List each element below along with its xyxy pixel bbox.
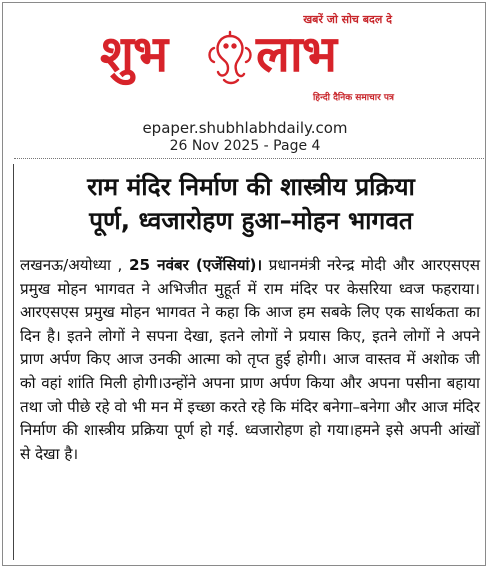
dateline-date: 25 नवंबर (एजेंसियां)। <box>128 256 263 274</box>
article-body <box>20 254 480 466</box>
masthead-subtitle: हिन्दी दैनिक समाचार पत्र <box>312 93 394 103</box>
logo-word-shubh: शुभ <box>100 25 168 83</box>
source-url: epaper.shubhlabhdaily.com <box>142 119 348 137</box>
article-headline <box>20 170 482 238</box>
headline-line-2: पूर्ण, ध्वजारोहण हुआ–मोहन भागवत <box>89 206 413 235</box>
article-body-text: प्रधानमंत्री नरेन्द्र मोदी और आरएसएस प्रमुख मोहन भागवत ने अभिजीत मुहूर्त में राम मंदिर पर केसरिया ध्वज फहराया। आरएसएस प्रमुख मोहन भागवत ने कहा कि आज हम सबके लिए एक सार्थकता का दिन है। इतने लोगों ने सपना देखा, इतने लोगों ने प्रयास किए, इतने लोगों ने अपने प्राण अर्पण किए आज उनकी आत्मा को तृप्त हुई होगी। आज वास्तव में अशोक जी को वहां शांति मिली होगी।उन्होंने अपना प्राण अर्पण किया और अपना पसीना बहाया तथा जो पीछे रहे वो भी मन में इच्छा करते रहे कि मंदिर बनेगा–बनेगा और आज मंदिर निर्माण की शास्त्रीय प्रक्रिया पूर्ण हो गई. ध्वजारोहण हो गया।हमने इसे अपनी आंखों से देखा है। <box>20 256 480 463</box>
logo-word-laabh: लाभ <box>256 25 336 83</box>
source-date-page: 26 Nov 2025 - Page 4 <box>169 138 321 154</box>
ganesha-logo-icon <box>206 30 254 88</box>
newspaper-masthead <box>96 10 396 110</box>
headline-line-1: राम मंदिर निर्माण की शास्त्रीय प्रक्रिया <box>87 172 415 201</box>
dateline-place: लखनऊ/अयोध्या , <box>20 256 129 274</box>
clipping-top-edge <box>14 158 484 165</box>
masthead-tagline: खबरें जो सोच बदल दे <box>303 13 392 26</box>
clipping-left-rule <box>13 164 14 560</box>
